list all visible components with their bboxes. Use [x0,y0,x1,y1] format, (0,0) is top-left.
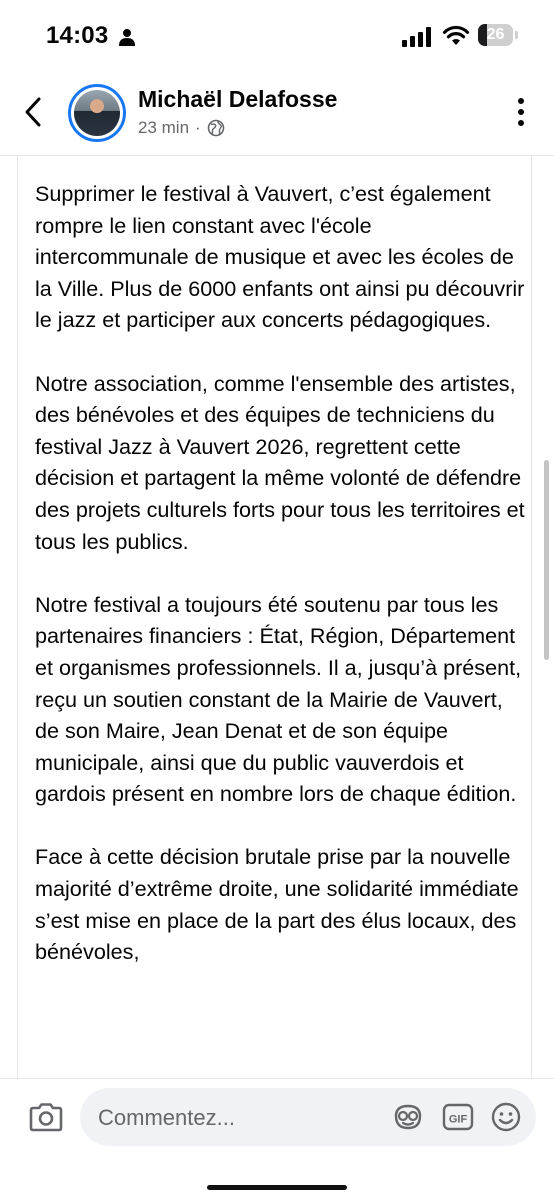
author-name[interactable]: Michaël Delafosse [138,86,338,112]
status-bar [0,0,554,70]
avatar-photo [74,90,120,136]
home-indicator [207,1185,347,1190]
avatar[interactable] [68,84,126,142]
battery-body [478,24,513,46]
post-header [0,74,554,154]
gif-icon[interactable] [442,1102,474,1132]
emoji-icon[interactable] [490,1101,522,1133]
wifi-icon [442,24,470,46]
back-button[interactable] [18,94,48,130]
gif-icon-frame [442,1102,474,1132]
camera-icon[interactable] [28,1101,64,1133]
sticker-icon[interactable] [392,1102,424,1132]
more-options-button[interactable] [506,94,536,130]
comment-bar [0,1078,554,1200]
post-body [17,156,532,1078]
post-paragraph-4: Face à cette décision brutale prise par la nouvelle majorité d’extrême droite, une solidarité immédiate s’est mise en place de la part des élus locaux, des bénévoles, [35,844,519,965]
chevron-left-icon [24,97,42,127]
battery-level: 26 [486,26,505,43]
post-text [35,178,525,999]
globe-icon [207,119,225,137]
post-paragraph-3: Notre festival a toujours été soutenu par tous les partenaires financiers : État, Région, Département et organismes professionnels. Il a, jusqu’à présent, reçu un soutien constant de la Mairie de Vauvert, de son Maire, Jean Denat et de son équipe municipale, ainsi que du public vauverdois et gardois présent en nombre lors de chaque édition. [35,591,522,807]
post-time[interactable]: 23 min [138,118,190,137]
post-paragraph-1: Supprimer le festival à Vauvert, c’est également rompre le lien constant avec l'école intercommunale de musique et avec les écoles de la Ville. Plus de 6000 enfants ont ainsi pu découvrir le jazz et participer aux concerts pédagogiques. [35,181,525,333]
comment-input[interactable] [80,1088,536,1146]
cellular-signal-icon [402,27,434,47]
post-paragraph-2: Notre association, comme l'ensemble des artistes, des bénévoles et des équipes de techniciens du festival Jazz à Vauvert 2026, regrettent cette décision et partagent la même volonté de défendre des projets culturels forts pour tous les territoires et tous les publics. [35,370,525,554]
meta-separator: · [195,118,201,137]
scrollbar[interactable] [544,460,549,660]
comment-placeholder: Commentez... [98,1105,235,1130]
person-icon [118,28,136,46]
more-vertical-icon [517,97,525,127]
battery-icon [478,24,518,46]
battery-cap [515,31,518,39]
post-meta [138,118,225,138]
gif-label: GIF [448,1113,468,1126]
status-time: 14:03 [46,22,109,49]
